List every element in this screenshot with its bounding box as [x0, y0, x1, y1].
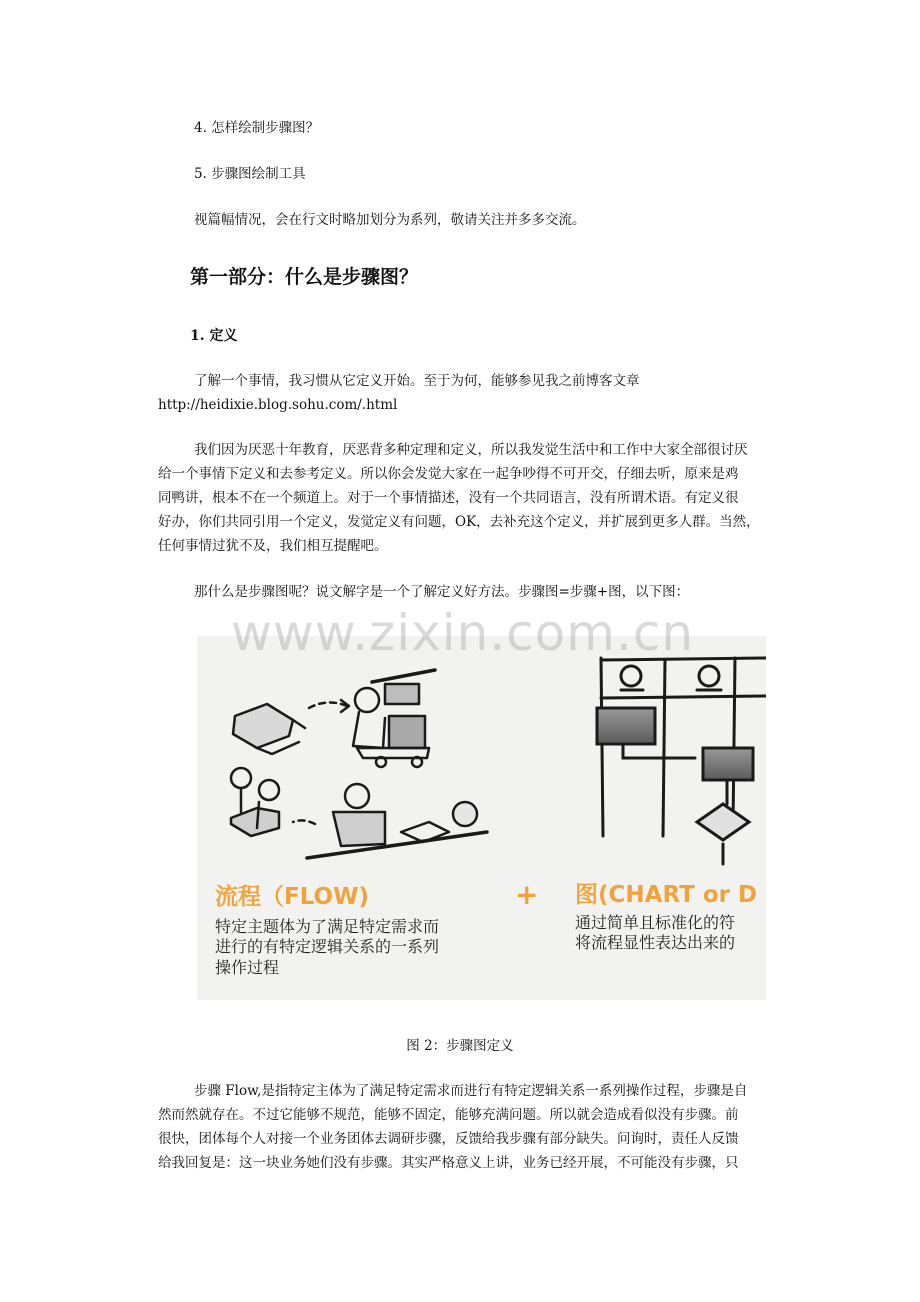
paragraph-2-line: 任何事情过犹不及，我们相互提醒吧。	[158, 538, 388, 554]
list-item-5: 5. 步骤图绘制工具	[194, 166, 306, 182]
paragraph-4-line: 然而然就存在。不过它能够不规范，能够不固定，能够充满问题。所以就会造成看似没有步骤。前	[158, 1107, 739, 1123]
subheading-definition: 1. 定义	[190, 328, 238, 344]
flow-desc-line: 操作过程	[215, 958, 280, 977]
paragraph-4-line: 步骤 Flow,是指特定主体为了满足特定需求而进行有特定逻辑关系一系列操作过程，步骤是自	[194, 1083, 748, 1099]
paragraph-4-line: 给我回复是：这一块业务她们没有步骤。其实严格意义上讲，业务已经开展，不可能没有步骤，只	[158, 1155, 739, 1171]
paragraph-2-line: 同鸭讲，根本不在一个频道上。对于一个事情描述，没有一个共同语言，没有所谓术语。有定义很	[158, 490, 739, 506]
flow-desc-line: 特定主题体为了满足特定需求而	[215, 917, 440, 936]
paragraph-2	[194, 438, 748, 462]
paragraph-3: 那什么是步骤图呢？说文解字是一个了解定义好方法。步骤图=步骤+图，以下图：	[194, 584, 690, 600]
figure-caption: 图 2：步骤图定义	[406, 1038, 514, 1054]
paragraph-2-line: 我们因为厌恶十年教育，厌恶背多种定理和定义，所以我发觉生活中和工作中大家全部很讨厌	[194, 442, 748, 458]
intro-note: 视篇幅情况，会在行文时略加划分为系列，敬请关注并多多交流。	[194, 212, 586, 228]
paragraph-1-line-1: 了解一个事情，我习惯从它定义开始。至于为何，能够参见我之前博客文章	[194, 373, 640, 389]
paragraph-2-line: 给一个事情下定义和去参考定义。所以你会发觉大家在一起争吵得不可开交，仔细去听，原来是鸡	[158, 466, 739, 482]
plus-sign: +	[515, 878, 539, 911]
list-item-4: 4. 怎样绘制步骤图？	[194, 120, 320, 136]
paragraph-2-line: 好办，你们共同引用一个定义，发觉定义有问题，OK，去补充这个定义，并扩展到更多人群。当然，	[158, 514, 760, 530]
paragraph-4-line: 很快，团体每个人对接一个业务团体去调研步骤，反馈给我步骤有部分缺失。问询时，责任人反馈	[158, 1131, 739, 1147]
blog-url-link[interactable]: http://heidixie.blog.sohu.com/.html	[158, 397, 398, 413]
flow-title: 流程（FLOW)	[215, 884, 369, 910]
chart-desc-line: 将流程显性表达出来的	[575, 933, 736, 952]
section-heading: 第一部分：什么是步骤图？	[190, 266, 419, 288]
flow-desc-line: 进行的有特定逻辑关系的一系列	[215, 937, 440, 956]
chart-title: 图(CHART or D	[575, 882, 758, 908]
chart-desc-line: 通过简单且标准化的符	[575, 913, 736, 932]
figure-illustration	[197, 636, 766, 1000]
swimlane-chart-sketch-icon	[597, 658, 766, 864]
watermark-text: www.zixin.com.cn	[231, 604, 695, 662]
worker-sketch-icon	[231, 670, 487, 858]
flowchart-definition-figure	[197, 636, 766, 1000]
